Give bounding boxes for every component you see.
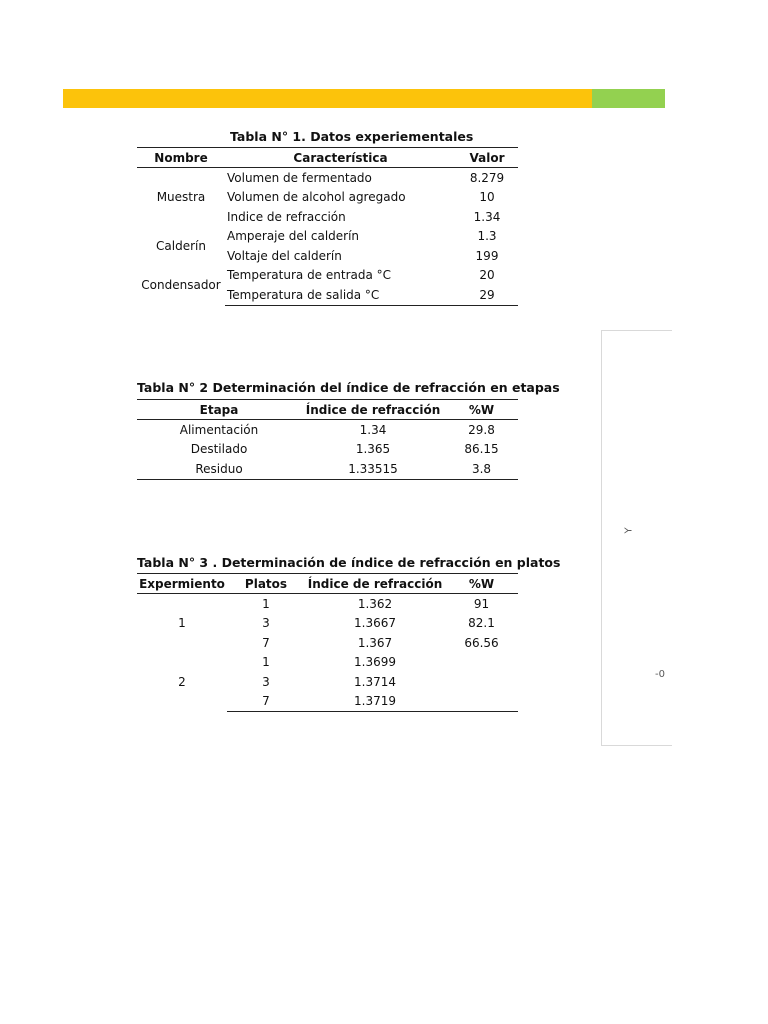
characteristic-cell: Volumen de alcohol agregado bbox=[227, 190, 406, 205]
stage-cell: Residuo bbox=[137, 459, 301, 479]
weight-percent-cell: 86.15 bbox=[464, 442, 499, 457]
refraction-index-cell: 1.3667 bbox=[354, 616, 396, 631]
table1-header-nombre: Nombre bbox=[137, 148, 225, 168]
table-row bbox=[137, 459, 518, 479]
refraction-index-cell: 1.33515 bbox=[301, 459, 445, 479]
plate-cell: 7 bbox=[262, 635, 270, 650]
table-row bbox=[137, 594, 518, 614]
weight-percent-cell: 66.56 bbox=[464, 635, 499, 650]
weight-percent-cell: 91 bbox=[473, 596, 490, 611]
weight-percent-cell: 3.8 bbox=[445, 459, 518, 479]
table1-header-row bbox=[137, 148, 518, 168]
table-row bbox=[137, 653, 518, 673]
chart-y-axis-label: Y bbox=[623, 527, 635, 534]
characteristic-cell: Voltaje del calderín bbox=[227, 248, 342, 263]
characteristic-cell: Indice de refracción bbox=[227, 209, 346, 224]
plate-cell: 3 bbox=[262, 674, 270, 689]
value-cell: 8.279 bbox=[469, 170, 505, 185]
weight-percent-cell bbox=[445, 692, 518, 712]
weight-percent-cell: 29.8 bbox=[468, 422, 495, 437]
refraction-index-cell: 1.3699 bbox=[354, 655, 396, 670]
experiment-cell: 2 bbox=[178, 675, 186, 689]
stage-cell: Alimentación bbox=[179, 422, 259, 437]
table3-title: Tabla N° 3 . Determinación de índice de refracción en platos bbox=[137, 555, 561, 570]
plate-cell: 3 bbox=[262, 616, 270, 631]
refraction-index-cell: 1.367 bbox=[357, 635, 393, 650]
experiment-cell: 1 bbox=[178, 616, 186, 631]
value-cell: 20 bbox=[479, 268, 495, 283]
refraction-index-cell: 1.34 bbox=[359, 422, 387, 437]
refraction-index-cell: 1.365 bbox=[355, 442, 391, 457]
table2 bbox=[137, 399, 518, 480]
refraction-index-cell: 1.3714 bbox=[354, 674, 396, 689]
weight-percent-cell: 82.1 bbox=[468, 616, 495, 631]
chart-axis-tick-label: -0 bbox=[655, 669, 665, 680]
table1-header-valor: Valor bbox=[456, 148, 518, 168]
table3 bbox=[137, 573, 518, 712]
table-row bbox=[137, 266, 518, 286]
plate-cell: 1 bbox=[262, 596, 270, 611]
refraction-index-cell: 1.3719 bbox=[305, 692, 445, 712]
table-row bbox=[137, 440, 518, 460]
table2-header-etapa: Etapa bbox=[137, 400, 301, 420]
plate-cell: 1 bbox=[262, 655, 270, 670]
table3-header-w: %W bbox=[445, 574, 518, 594]
table1-header-caracteristica: Característica bbox=[225, 148, 456, 168]
value-cell: 1.34 bbox=[473, 209, 501, 224]
table3-header-row bbox=[137, 574, 518, 594]
characteristic-cell: Amperaje del calderín bbox=[227, 229, 360, 244]
value-cell: 10 bbox=[479, 190, 495, 205]
chart-panel-partial bbox=[601, 330, 672, 746]
table2-title: Tabla N° 2 Determinación del índice de refracción en etapas bbox=[137, 380, 560, 395]
refraction-index-cell: 1.362 bbox=[357, 596, 393, 611]
value-cell: 1.3 bbox=[477, 229, 497, 244]
table3-header-experimento: Expermiento bbox=[137, 574, 227, 594]
table2-header-indice: Índice de refracción bbox=[301, 400, 445, 420]
weight-percent-cell bbox=[445, 672, 518, 692]
group-cell: Muestra bbox=[156, 190, 206, 205]
group-cell: Calderín bbox=[156, 239, 206, 253]
table2-header-row bbox=[137, 400, 518, 420]
stage-cell: Destilado bbox=[190, 442, 248, 457]
table-row bbox=[137, 168, 518, 188]
table-row bbox=[137, 420, 518, 440]
value-cell: 199 bbox=[475, 248, 499, 263]
header-bar-yellow bbox=[63, 89, 592, 108]
table1 bbox=[137, 147, 518, 306]
table1-title: Tabla N° 1. Datos experiementales bbox=[230, 129, 474, 144]
value-cell: 29 bbox=[456, 285, 518, 305]
plate-cell: 7 bbox=[227, 692, 305, 712]
table2-header-w: %W bbox=[445, 400, 518, 420]
characteristic-cell: Temperatura de entrada °C bbox=[227, 268, 392, 283]
characteristic-cell: Temperatura de salida °C bbox=[225, 285, 456, 305]
group-cell: Condensador bbox=[141, 278, 221, 293]
header-bar-green bbox=[592, 89, 665, 108]
characteristic-cell: Volumen de fermentado bbox=[227, 170, 372, 185]
table3-header-platos: Platos bbox=[227, 574, 305, 594]
weight-percent-cell bbox=[445, 653, 518, 673]
table-row bbox=[137, 227, 518, 247]
table3-header-indice: Índice de refracción bbox=[305, 574, 445, 594]
